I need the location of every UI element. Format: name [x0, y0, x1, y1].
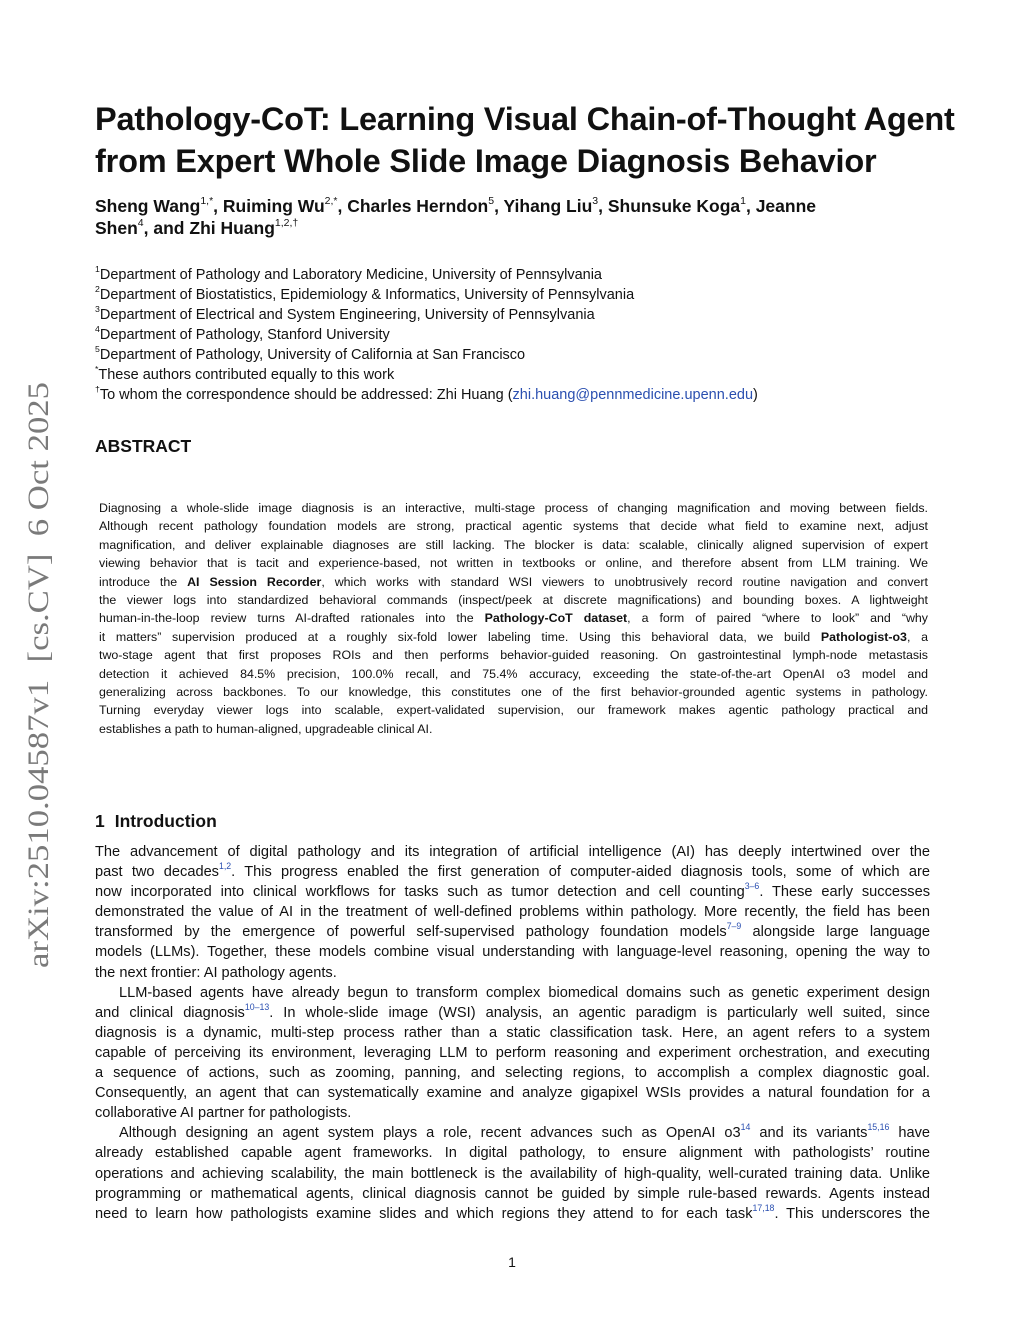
- correspondence-note: [95, 385, 935, 405]
- abstract-body: [99, 499, 928, 738]
- abstract-line: Diagnosing a whole-slide image diagnosis is an interactive, multi-stage process of changing magnification and moving between fields.: [99, 501, 928, 515]
- body-line: collaborative AI partner for pathologists.: [95, 1105, 352, 1122]
- abstract-line: viewing behavior that is tacit and experience-based, not written in textbooks or online, and therefore absent from LLM training. We: [99, 556, 928, 571]
- abstract-line: the viewer logs into standardized behavioral commands (inspect/peek at discrete magnifications) and bounding boxes. A lightweight: [99, 593, 928, 608]
- author-name-part: Shen: [95, 218, 138, 238]
- abstract-text: , a form of paired “where to look” and “why: [627, 611, 928, 626]
- body-text: now incorporated into clinical workflows for tasks such as tumor detection and cell counting: [95, 884, 745, 901]
- affiliation-text: Department of Electrical and System Engineering, University of Pennsylvania: [99, 307, 595, 323]
- author-name-part: Jeanne: [755, 196, 817, 216]
- citation-ref[interactable]: 15,16: [867, 1122, 890, 1133]
- abstract-text: , a: [906, 629, 928, 644]
- body-text: have: [889, 1125, 930, 1142]
- author-affiliation-mark: 4: [137, 216, 144, 229]
- citation-ref[interactable]: 14: [740, 1122, 751, 1133]
- body-line: [95, 862, 930, 882]
- affiliation-list: [95, 265, 935, 405]
- correspondence-close: ): [753, 387, 758, 403]
- author-name: Charles Herndon: [347, 196, 489, 216]
- introduction-body: [95, 842, 930, 1224]
- abstract-heading: ABSTRACT: [95, 436, 192, 456]
- body-line: the next frontier: AI pathology agents.: [95, 964, 337, 981]
- affiliation-mark: 2: [95, 283, 100, 294]
- abstract-line: generalizing across backbones. To our knowledge, this constitutes one of the first behavior-grounded agentic systems in pathology.: [99, 685, 928, 700]
- body-line: demonstrated the value of AI in the treatment of well-defined problems within pathology. More recently, the field has been: [95, 904, 930, 921]
- author-affiliation-mark: 2,*: [324, 194, 338, 207]
- paper-title: [95, 98, 955, 182]
- affiliation-text: Department of Pathology and Laboratory Medicine, University of Pennsylvania: [99, 267, 602, 283]
- correspondence-email[interactable]: zhi.huang@pennmedicine.upenn.edu: [512, 387, 754, 403]
- body-text: and clinical diagnosis: [95, 1004, 245, 1021]
- affiliation-mark: 5: [95, 343, 100, 354]
- author-name: Yihang Liu: [503, 196, 593, 216]
- citation-ref[interactable]: 1,2: [218, 860, 232, 871]
- affiliation-item: [95, 365, 935, 385]
- author-affiliation-mark: 5: [488, 194, 495, 207]
- affiliation-item: [95, 265, 935, 285]
- body-line: [95, 1003, 930, 1023]
- section-heading: [95, 811, 217, 832]
- author-line: Sheng Wang$^{1,*}$, Ruiming $Wu^{2,*}$, Charles Herndon$^5$, Yihang Liu$^3$, Shunsuke Koga$^1$, Jeanne: [95, 194, 817, 216]
- body-text: Although designing an agent system plays a role, recent advances such as OpenAI o3: [119, 1125, 741, 1142]
- body-line: [95, 922, 930, 942]
- affiliation-text: Department of Biostatistics, Epidemiology & Informatics, University of Pennsylvania: [99, 287, 635, 303]
- body-line: [95, 1123, 930, 1143]
- body-line: Consequently, an agent that can systematically examine and analyze gigapixel WSIs provides a natural foundation for a: [95, 1085, 930, 1102]
- body-text: alongside large language: [741, 924, 930, 941]
- citation-ref[interactable]: 17,18: [752, 1202, 775, 1213]
- body-line: capable of perceiving its environment, leveraging LLM to perform reasoning and experiment orchestration, and executing: [95, 1044, 930, 1061]
- abstract-line: [99, 573, 928, 591]
- body-line: programming or mathematical agents, clinical diagnosis cannot be guided by simple rule-based rewards. Agents instead: [95, 1185, 930, 1202]
- body-text: . This progress enabled the first generation of computer-aided diagnosis tools, some of which are: [231, 864, 930, 881]
- author-affiliation-mark: 3: [592, 194, 599, 207]
- author-name: Zhi Huang: [189, 218, 275, 238]
- author-name: Shunsuke Koga: [607, 196, 741, 216]
- section-number: 1: [95, 811, 105, 831]
- abstract-emphasis: Pathology-CoT dataset: [484, 611, 628, 626]
- abstract-text: introduce the: [99, 574, 188, 589]
- abstract-text: it matters” supervision produced at a roughly six-fold lower labeling time. Using this behavioral data, we build: [99, 629, 821, 644]
- abstract-text: , which works with standard WSI viewers to unobtrusively record routine navigation and convert: [321, 574, 928, 589]
- author-name: Sheng Wang: [95, 196, 201, 216]
- abstract-line: two-stage agent that first proposes ROIs and then performs behavior-guided reasoning. On gastrointestinal lymph-node metastasis: [99, 648, 928, 663]
- body-line: a sequence of actions, such as zooming, panning, and selecting regions, to accomplish a complex diagnostic goal.: [95, 1065, 930, 1082]
- affiliation-mark: *: [95, 363, 99, 374]
- affiliation-item: [95, 305, 935, 325]
- abstract-text: human-in-the-loop review turns AI-drafted rationales into the: [99, 611, 485, 626]
- body-line: already established capable agent frameworks. In digital pathology, to ensure alignment with pathologists’ routine: [95, 1145, 930, 1162]
- correspondence-mark: †: [95, 383, 100, 394]
- body-text: past two decades: [95, 864, 219, 881]
- title-line: from Expert Whole Slide Image Diagnosis Behavior: [95, 143, 877, 179]
- citation-ref[interactable]: 3–6: [744, 881, 760, 892]
- abstract-emphasis: Pathologist-o3: [820, 629, 907, 644]
- body-line: [95, 882, 930, 902]
- arxiv-stamp: [10, 380, 60, 968]
- affiliation-mark: 3: [95, 303, 100, 314]
- author-line: Shen$^4$, and Zhi Huang$^{1,2,\dagger}$: [95, 216, 299, 238]
- section-title: Introduction: [114, 811, 217, 831]
- body-line: LLM-based agents have already begun to transform complex biomedical domains such as genetic experiment design: [119, 984, 930, 1001]
- body-line: models (LLMs). Together, these models combine visual understanding with language-level reasoning, opening the way to: [95, 944, 930, 961]
- body-line: operations and achieving scalability, the main bottleneck is the availability of high-quality, well-curated training data. Unlike: [95, 1165, 930, 1182]
- affiliation-item: [95, 325, 935, 345]
- abstract-emphasis: AI Session Recorder: [187, 574, 322, 589]
- abstract-line: magnification, and deliver explainable diagnoses are still lacking. The blocker is data: scalable, clinically aligned supervision of expert: [99, 537, 928, 552]
- author-affiliation-mark: 1: [740, 194, 746, 207]
- body-line: [95, 1204, 930, 1224]
- conjunction: and: [153, 218, 185, 238]
- author-affiliation-mark: 1,2,†: [274, 216, 299, 229]
- body-text: need to learn how pathologists examine slides and which regions they attend to for each task: [95, 1205, 753, 1222]
- title-line: Pathology-CoT: Learning Visual Chain-of-Thought Agent: [95, 101, 955, 137]
- body-line: diagnosis is a dynamic, multi-step process rather than a static classification task. Here, an agent refers to a system: [95, 1024, 930, 1041]
- body-line: The advancement of digital pathology and its integration of artificial intelligence (AI) has deeply intertwined over the: [95, 844, 930, 860]
- body-text: and its variants: [750, 1125, 868, 1142]
- affiliation-item: [95, 285, 935, 305]
- abstract-line: Although recent pathology foundation models are strong, practical agentic systems that decide what field to examine next, adjust: [99, 519, 928, 534]
- abstract-line: [99, 628, 928, 646]
- abstract-line: [99, 609, 928, 627]
- citation-ref[interactable]: 7–9: [726, 921, 742, 932]
- arxiv-identifier: arXiv:2510.04587v1 [cs.CV] 6 Oct 2025: [22, 461, 55, 968]
- citation-ref[interactable]: 10–13: [244, 1001, 270, 1012]
- author-affiliation-mark: 1,*: [200, 194, 214, 207]
- abstract-line: Turning everyday viewer logs into scalable, expert-validated supervision, our framework makes agentic pathology practical and: [99, 703, 928, 718]
- correspondence-text: To whom the correspondence should be addressed: Zhi Huang (: [99, 387, 513, 403]
- affiliation-mark: 1: [95, 263, 100, 274]
- affiliation-text: Department of Pathology, University of California at San Francisco: [99, 347, 526, 363]
- page-number: 1: [508, 1254, 516, 1270]
- affiliation-text: Department of Pathology, Stanford University: [99, 327, 390, 343]
- body-text: transformed by the emergence of powerful self-supervised pathology foundation models: [95, 924, 727, 941]
- abstract-line: detection it achieved 84.5% precision, 100.0% recall, and 75.4% accuracy, exceeding the state-of-the-art OpenAI o3 model and: [99, 666, 928, 681]
- affiliation-mark: 4: [95, 323, 100, 334]
- abstract-line: establishes a path to human-aligned, upgradeable clinical AI.: [99, 721, 433, 736]
- body-text: . In whole-slide image (WSI) analysis, an agentic paradigm is particularly well suited, since: [269, 1004, 930, 1021]
- body-text: . These early successes: [759, 884, 930, 901]
- author-name: Ruiming Wu: [222, 196, 325, 216]
- body-text: . This underscores the: [774, 1205, 930, 1222]
- author-list: [95, 195, 935, 239]
- affiliation-text: These authors contributed equally to this work: [98, 367, 395, 383]
- affiliation-item: [95, 345, 935, 365]
